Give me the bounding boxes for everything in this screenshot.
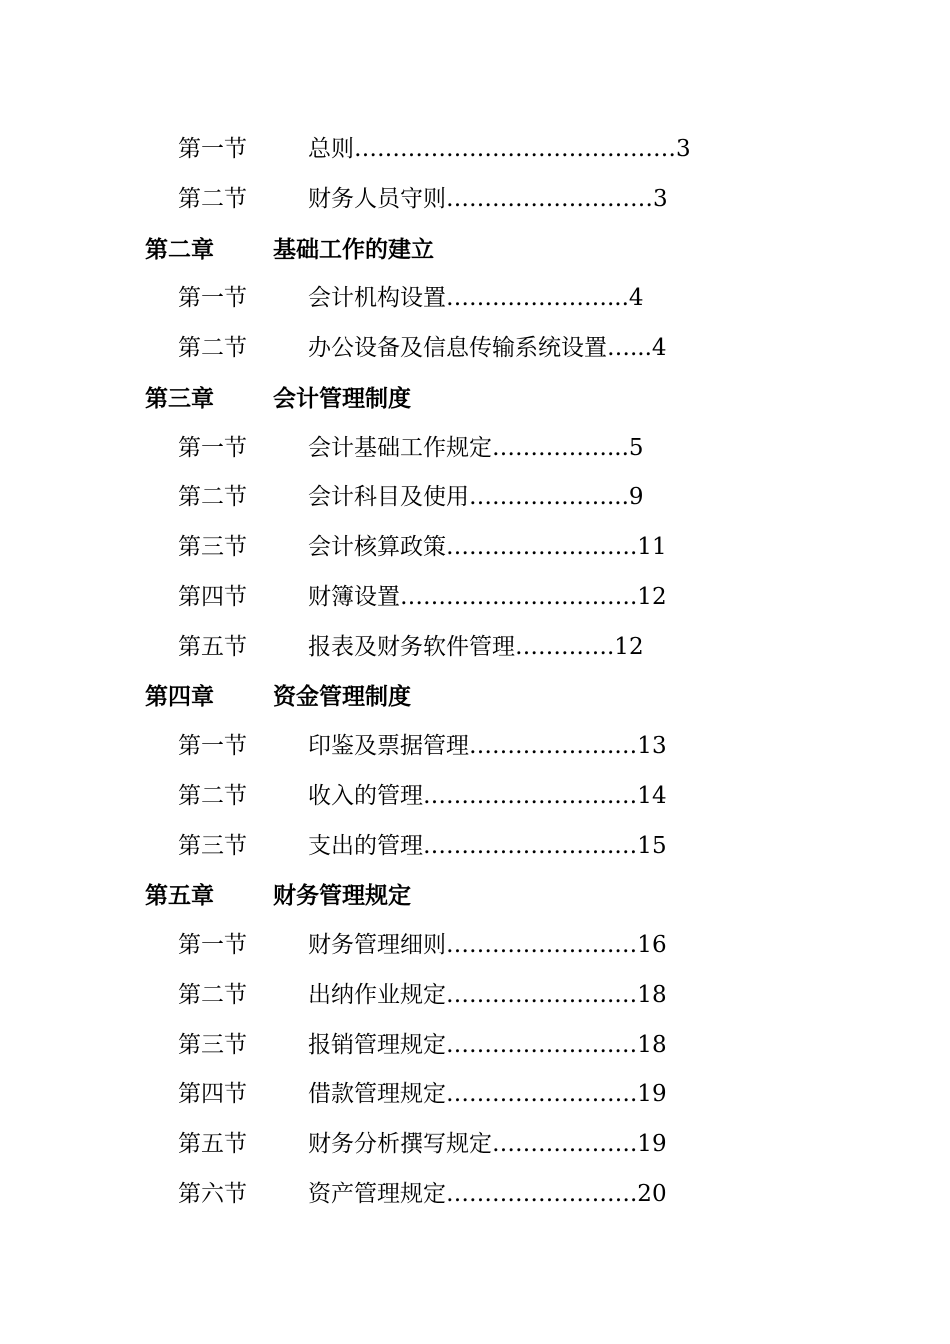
toc-entry-number: 第四节 (178, 1081, 247, 1108)
toc-entry-title: 办公设备及信息传输系统设置…...4 (308, 335, 667, 361)
toc-entry-title: 会计机构设置…………………...4 (308, 285, 644, 312)
toc-chapter-number: 第五章 (145, 882, 214, 910)
toc-entry-section[interactable] (0, 772, 950, 822)
toc-entry-number: 第一节 (178, 733, 247, 759)
toc-entry-section[interactable] (0, 324, 950, 374)
toc-entry-number: 第二节 (178, 782, 247, 809)
toc-entry-title: 借款管理规定…………………….19 (308, 1081, 667, 1108)
toc-chapter-number: 第三章 (145, 384, 214, 412)
toc-entry-number: 第四节 (178, 583, 247, 610)
toc-entry-title: 出纳作业规定………………….…18 (308, 981, 667, 1008)
toc-entry-section[interactable] (0, 921, 950, 971)
toc-entry-chapter[interactable] (0, 672, 950, 722)
toc-entry-section[interactable] (0, 1170, 950, 1220)
toc-entry-chapter[interactable] (0, 225, 950, 275)
toc-entry-number: 第二节 (178, 185, 247, 212)
toc-entry-section[interactable] (0, 125, 950, 175)
toc-chapter-number: 第二章 (145, 235, 214, 263)
toc-entry-number: 第二节 (178, 335, 247, 361)
toc-entry-section[interactable] (0, 573, 950, 623)
toc-entry-section[interactable] (0, 722, 950, 772)
table-of-contents (0, 125, 950, 1220)
toc-entry-title: 财务人员守则………………………3 (308, 185, 668, 212)
toc-entry-number: 第三节 (178, 832, 247, 859)
toc-chapter-number: 第四章 (145, 683, 214, 711)
toc-entry-section[interactable] (0, 175, 950, 225)
toc-entry-number: 第一节 (178, 932, 247, 958)
toc-entry-section[interactable] (0, 1120, 950, 1170)
toc-entry-title: 收入的管理…………………….…14 (308, 782, 667, 809)
toc-entry-chapter[interactable] (0, 871, 950, 921)
toc-entry-number: 第一节 (178, 136, 247, 162)
toc-entry-number: 第一节 (178, 285, 247, 312)
toc-entry-section[interactable] (0, 274, 950, 324)
toc-entry-title: 财务管理细则………………….…16 (308, 932, 667, 958)
toc-entry-number: 第二节 (178, 484, 247, 511)
toc-entry-section[interactable] (0, 473, 950, 523)
toc-entry-section[interactable] (0, 971, 950, 1021)
toc-entry-title: 资产管理规定…………………….20 (308, 1180, 667, 1207)
toc-entry-number: 第五节 (178, 1131, 247, 1157)
toc-chapter-title: 基础工作的建立 (273, 235, 434, 263)
toc-entry-title: 报表及财务软件管理………….12 (308, 633, 644, 660)
toc-entry-section[interactable] (0, 623, 950, 673)
toc-entry-section[interactable] (0, 424, 950, 474)
toc-entry-title: 总则……………………………………3 (308, 136, 691, 162)
toc-entry-title: 会计科目及使用………………...9 (308, 484, 644, 511)
toc-entry-title: 报销管理规定………………….…18 (308, 1031, 667, 1058)
toc-chapter-title: 会计管理制度 (273, 384, 411, 412)
toc-entry-title: 会计基础工作规定……………...5 (308, 434, 644, 461)
toc-entry-title: 印鉴及票据管理……………….…13 (308, 733, 667, 759)
toc-entry-title: 支出的管理…………………….…15 (308, 832, 667, 859)
toc-chapter-title: 资金管理制度 (273, 683, 411, 711)
toc-entry-number: 第五节 (178, 633, 247, 660)
toc-entry-chapter[interactable] (0, 374, 950, 424)
toc-entry-number: 第二节 (178, 981, 247, 1008)
toc-entry-title: 财簿设置………………………….12 (308, 583, 667, 610)
toc-entry-number: 第三节 (178, 1031, 247, 1058)
toc-entry-section[interactable] (0, 822, 950, 872)
toc-entry-section[interactable] (0, 523, 950, 573)
toc-chapter-title: 财务管理规定 (273, 882, 411, 910)
toc-entry-section[interactable] (0, 1070, 950, 1120)
toc-entry-section[interactable] (0, 1021, 950, 1071)
toc-entry-number: 第三节 (178, 534, 247, 560)
toc-entry-number: 第六节 (178, 1180, 247, 1207)
toc-entry-title: 会计核算政策…………………….11 (308, 534, 667, 560)
toc-entry-number: 第一节 (178, 434, 247, 461)
toc-entry-title: 财务分析撰写规定……………….19 (308, 1131, 667, 1157)
